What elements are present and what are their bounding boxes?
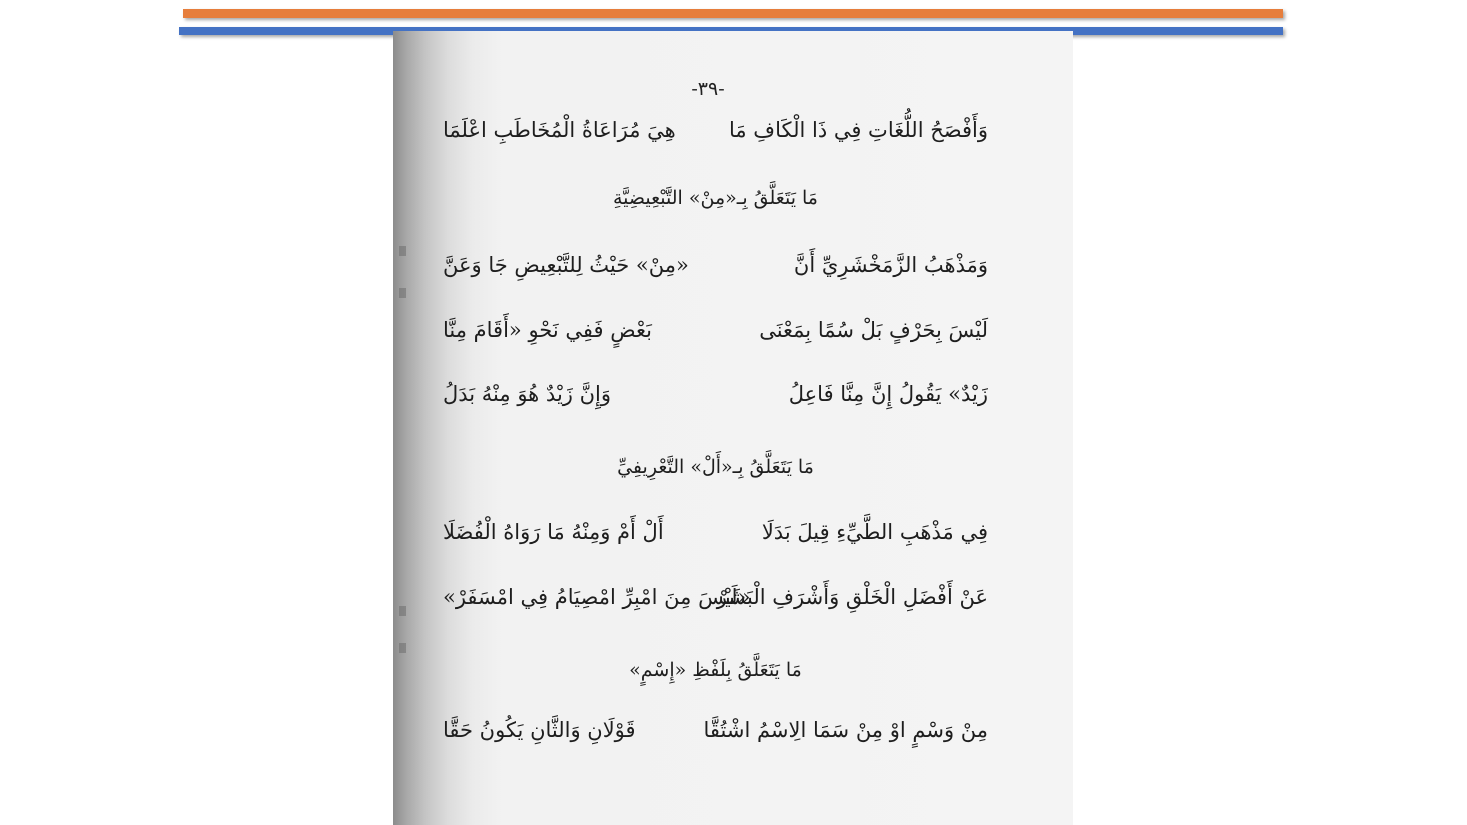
scan-margin-mark: [399, 606, 406, 616]
verse-line: [443, 520, 988, 560]
verse-first-hemistich: عَنْ أَفْضَلِ الْخَلْقِ وَأَشْرَفِ الْبَشَرْ: [716, 585, 988, 609]
section-heading: مَا يَتَعَلَّقُ بِـ«أَلْ» التَّعْرِيفِيِّ: [617, 456, 814, 478]
verse-second-hemistich: بَعْضٍ فَفِي نَحْوِ «أَقَامَ مِنَّا: [443, 318, 652, 342]
page-number: -٣٩-: [691, 78, 725, 100]
scan-margin-mark: [399, 643, 406, 653]
section-heading: مَا يَتَعَلَّقُ بِلَفْظِ «إِسْمٍ»: [629, 659, 802, 681]
scan-margin-mark: [399, 288, 406, 298]
top-bar-orange: [183, 9, 1283, 18]
verse-first-hemistich: فِي مَذْهَبِ الطَّيِّءِ قِيلَ بَدَلَا: [761, 520, 988, 544]
scanned-page: [393, 31, 1073, 825]
verse-line: [443, 585, 988, 625]
verse-second-hemistich: وَإِنَّ زَيْدٌ هُوَ مِنْهُ بَدَلُ: [443, 382, 611, 406]
verse-second-hemistich: «لَيْسَ مِنَ امْبِرِّ امْصِيَامُ فِي امْسَفَرْ»: [443, 585, 751, 609]
verse-first-hemistich: وَمَذْهَبُ الزَّمَخْشَرِيِّ أَنَّ: [793, 253, 988, 277]
verse-first-hemistich: مِنْ وَسْمٍ اوْ مِنْ سَمَا الِاسْمُ اشْتُقَّا: [703, 718, 988, 742]
section-heading: مَا يَتَعَلَّقُ بِـ«مِنْ» التَّبْعِيضِيَّةِ: [613, 187, 818, 209]
verse-second-hemistich: أَلْ أَمْ وَمِنْهُ مَا رَوَاهُ الْفُضَلَا: [443, 520, 664, 544]
verse-line: [443, 253, 988, 293]
verse-first-hemistich: زَيْدٌ» يَقُولُ إِنَّ مِنَّا فَاعِلُ: [788, 382, 988, 406]
scan-margin-mark: [399, 246, 406, 256]
verse-line: [443, 118, 988, 158]
verse-first-hemistich: وَأَفْصَحُ اللُّغَاتِ فِي ذَا الْكَافِ مَا: [728, 118, 988, 142]
verse-line: [443, 718, 988, 758]
verse-first-hemistich: لَيْسَ بِحَرْفٍ بَلْ سُمًا بِمَعْنَى: [759, 318, 988, 342]
verse-line: [443, 382, 988, 422]
verse-second-hemistich: قَوْلَانِ وَالثَّانِ يَكُونُ حَقَّا: [443, 718, 636, 742]
verse-second-hemistich: هِيَ مُرَاعَاةُ الْمُخَاطَبِ اعْلَمَا: [443, 118, 676, 142]
verse-line: [443, 318, 988, 358]
verse-second-hemistich: «مِنْ» حَيْثُ لِلتَّبْعِيضِ جَا وَعَنَّ: [443, 253, 689, 277]
